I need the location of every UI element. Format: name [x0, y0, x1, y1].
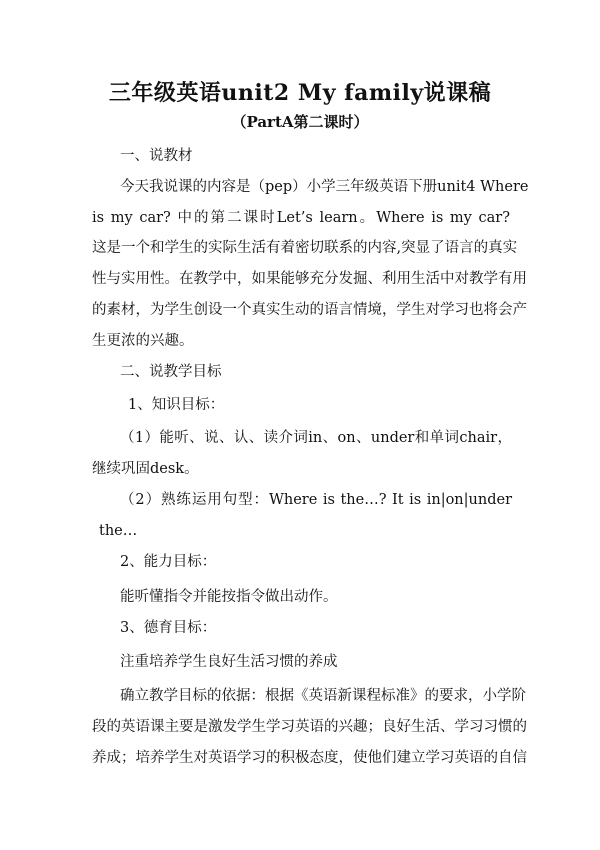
paragraph-line: 今天我说课的内容是（pep）小学三年级英语下册unit4 Where: [120, 179, 529, 195]
paragraph-line: 这是一个和学生的实际生活有着密切联系的内容,突显了语言的真实: [92, 240, 518, 256]
paragraph-line: 能听懂指令并能按指令做出动作。: [120, 589, 338, 605]
subheading-knowledge: 1、知识目标：: [128, 397, 225, 413]
section-heading-textbook: 一、说教材: [120, 148, 193, 164]
paragraph-line: 的素材，为学生创设一个真实生动的语言情境，学生对学习也将会产: [92, 302, 527, 318]
paragraph-line: （1）能听、说、认、读介词in、on、under和单词chair，: [120, 430, 512, 446]
document-title: 三年级英语unit2 My family说课稿: [108, 80, 492, 106]
paragraph-line: 注重培养学生良好生活习惯的养成: [120, 654, 338, 670]
paragraph-line: 性与实用性。在教学中，如果能够充分发掘、利用生活中对教学有用: [92, 271, 527, 287]
paragraph-line: （2）熟练运用句型：Where is the…? It is in|on|under: [120, 492, 512, 508]
paragraph-line: 段的英语课主要是激发学生学习英语的兴趣；良好生活、学习习惯的: [92, 719, 527, 735]
section-heading-objectives: 二、说教学目标: [120, 364, 222, 380]
document-subtitle: （PartA第二课时）: [231, 113, 369, 131]
subheading-moral: 3、德育目标：: [120, 620, 217, 636]
subheading-ability: 2、能力目标：: [120, 554, 217, 570]
paragraph-line: 生更浓的兴趣。: [92, 333, 194, 349]
paragraph-line: 养成；培养学生对英语学习的积极态度，使他们建立学习英语的自信: [92, 750, 527, 766]
paragraph-line: the…: [99, 523, 138, 539]
paragraph-line: is my car? 中的第二课时Let’s learn。Where is my car?: [92, 210, 510, 226]
paragraph-line: 继续巩固desk。: [92, 461, 199, 477]
paragraph-line: 确立教学目标的依据：根据《英语新课程标准》的要求，小学阶: [120, 688, 526, 704]
